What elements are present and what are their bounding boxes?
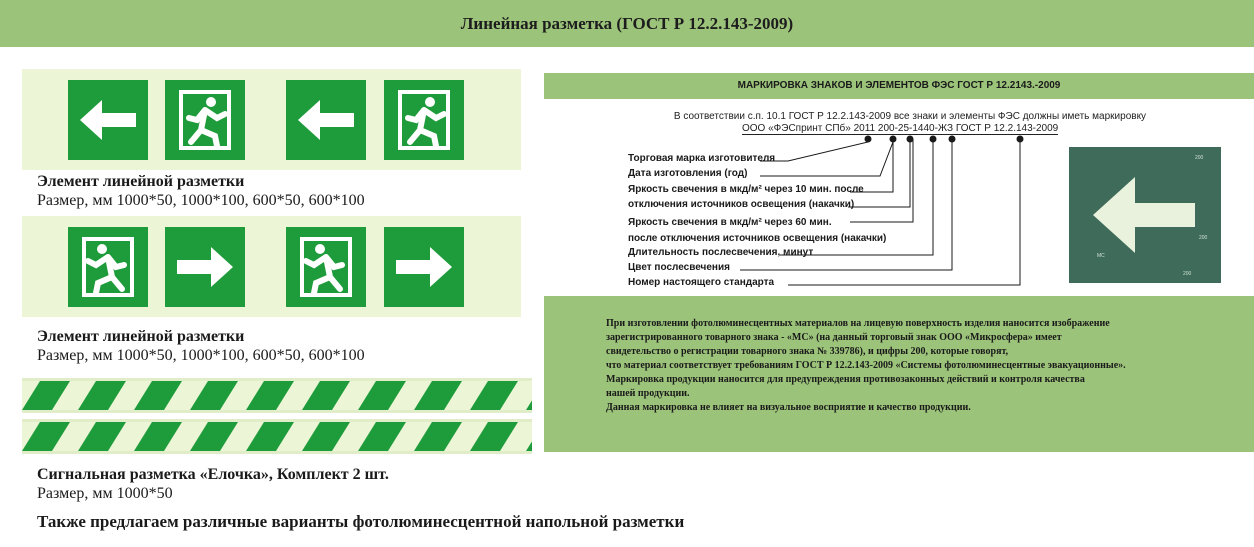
chevron-stripe	[134, 422, 182, 451]
chevron-stripe	[470, 422, 518, 451]
exit-sign	[68, 227, 148, 307]
arrow-left-icon	[1069, 147, 1221, 283]
legend-item: Длительность послесвечения, минут	[628, 247, 814, 258]
sign-mark: 200	[1195, 155, 1204, 161]
element-2-label	[37, 328, 365, 365]
sign-mark: МС	[1097, 253, 1105, 259]
running-man-exit-icon	[384, 80, 464, 160]
description-line: нашей продукции.	[606, 388, 690, 399]
arrow-left-icon	[68, 80, 148, 160]
arrow-left-icon	[286, 80, 366, 160]
offer-note: Также предлагаем различные варианты фотолюминесцентной напольной разметки	[37, 512, 685, 531]
arrow-right-sign	[384, 227, 464, 307]
chevron-stripe	[526, 422, 532, 451]
chevron-stripe	[190, 422, 238, 451]
marking-code: ООО «ФЭСпринт СПб» 2011 200-25-1440-ЖЗ ГОСТ Р 12.2.143-2009	[742, 123, 1059, 134]
chevron-stripe	[22, 381, 70, 410]
marking-header	[544, 73, 1254, 99]
signal-marking-label	[37, 466, 389, 503]
exit-sign	[384, 80, 464, 160]
arrow-right-sign	[165, 227, 245, 307]
legend-item: Торговая марка изготовителя	[628, 153, 776, 164]
chevron-stripe	[190, 381, 238, 410]
legend-item: отключения источников освещения (накачки)	[628, 199, 855, 210]
sign-mark: 200	[1199, 235, 1208, 241]
chevron-stripe	[78, 422, 126, 451]
running-man-exit-icon	[286, 227, 366, 307]
chevron-stripe	[358, 381, 406, 410]
chevron-stripe	[246, 381, 294, 410]
marking-intro: В соответствии с.п. 10.1 ГОСТ Р 12.2.143-2009 все знаки и элементы ФЭС должны иметь маркировку	[673, 111, 1147, 122]
element-2-title: Элемент линейной разметки	[37, 328, 245, 345]
description-line: зарегистрированного товарного знака - «МС» (на данный торговый знак ООО «Микросфера» имеет	[606, 332, 1062, 343]
arrow-right-icon	[384, 227, 464, 307]
description-line: свидетельство о регистрации товарного знака № 339786), и цифры 200, которые говорят,	[606, 346, 1009, 357]
description-line: При изготовлении фотолюминесцентных материалов на лицевую поверхность изделия наносится изображение	[606, 318, 1110, 329]
legend-item: после отключения источников освещения (накачки)	[628, 233, 887, 244]
marking-title: МАРКИРОВКА ЗНАКОВ И ЭЛЕМЕНТОВ ФЭС ГОСТ Р 12.2143.-2009	[737, 80, 1061, 91]
element-1-label	[37, 173, 365, 210]
legend-item: Дата изготовления (год)	[628, 168, 748, 179]
element-1-title: Элемент линейной разметки	[37, 173, 245, 190]
chevron-stripe	[414, 422, 462, 451]
element-1-size: Размер, мм 1000*50, 1000*100, 600*50, 600*100	[37, 192, 365, 209]
header-bar	[0, 0, 1254, 47]
signal-marking-title: Сигнальная разметка «Елочка», Комплект 2 шт.	[37, 466, 389, 483]
chevron-stripe	[302, 422, 350, 451]
description-text	[606, 317, 1206, 415]
legend-item: Цвет послесвечения	[628, 262, 730, 273]
chevron-stripe	[470, 381, 518, 410]
page-title: Линейная разметка (ГОСТ Р 12.2.143-2009)	[460, 14, 794, 33]
description-line: Данная маркировка не влияет на визуальное восприятие и качество продукции.	[606, 402, 971, 413]
legend-item: Яркость свечения в мкд/м² через 60 мин.	[628, 217, 832, 228]
marked-sign-sample	[1069, 147, 1221, 283]
arrow-right-icon	[165, 227, 245, 307]
running-man-exit-icon	[68, 227, 148, 307]
exit-sign	[286, 227, 366, 307]
description-line: Маркировка продукции наносится для предупреждения противозаконных действий и контроля качества	[606, 374, 1085, 385]
description-line: что материал соответствует требованиям ГОСТ Р 12.2.143-2009 «Системы фотолюминесцентные эвакуационные».	[606, 360, 1126, 371]
chevron-stripe	[78, 381, 126, 410]
chevron-stripe	[414, 381, 462, 410]
chevron-pattern	[22, 381, 532, 410]
arrow-left-sign	[286, 80, 366, 160]
exit-sign	[165, 80, 245, 160]
element-2-size: Размер, мм 1000*50, 1000*100, 600*50, 600*100	[37, 347, 365, 364]
chevron-stripe	[302, 381, 350, 410]
chevron-pattern	[22, 422, 532, 451]
chevron-stripe	[246, 422, 294, 451]
chevron-stripe	[22, 422, 70, 451]
legend-item: Яркость свечения в мкд/м² через 10 мин. после	[628, 184, 864, 195]
chevron-stripe	[134, 381, 182, 410]
signal-marking-size: Размер, мм 1000*50	[37, 485, 173, 502]
description-panel	[544, 296, 1254, 452]
sign-mark: 200	[1183, 271, 1192, 277]
arrow-left-sign	[68, 80, 148, 160]
chevron-strip-1	[22, 378, 532, 413]
chevron-strip-2	[22, 419, 532, 454]
chevron-stripe	[526, 381, 532, 410]
legend-item: Номер настоящего стандарта	[628, 277, 775, 288]
running-man-exit-icon	[165, 80, 245, 160]
chevron-stripe	[358, 422, 406, 451]
